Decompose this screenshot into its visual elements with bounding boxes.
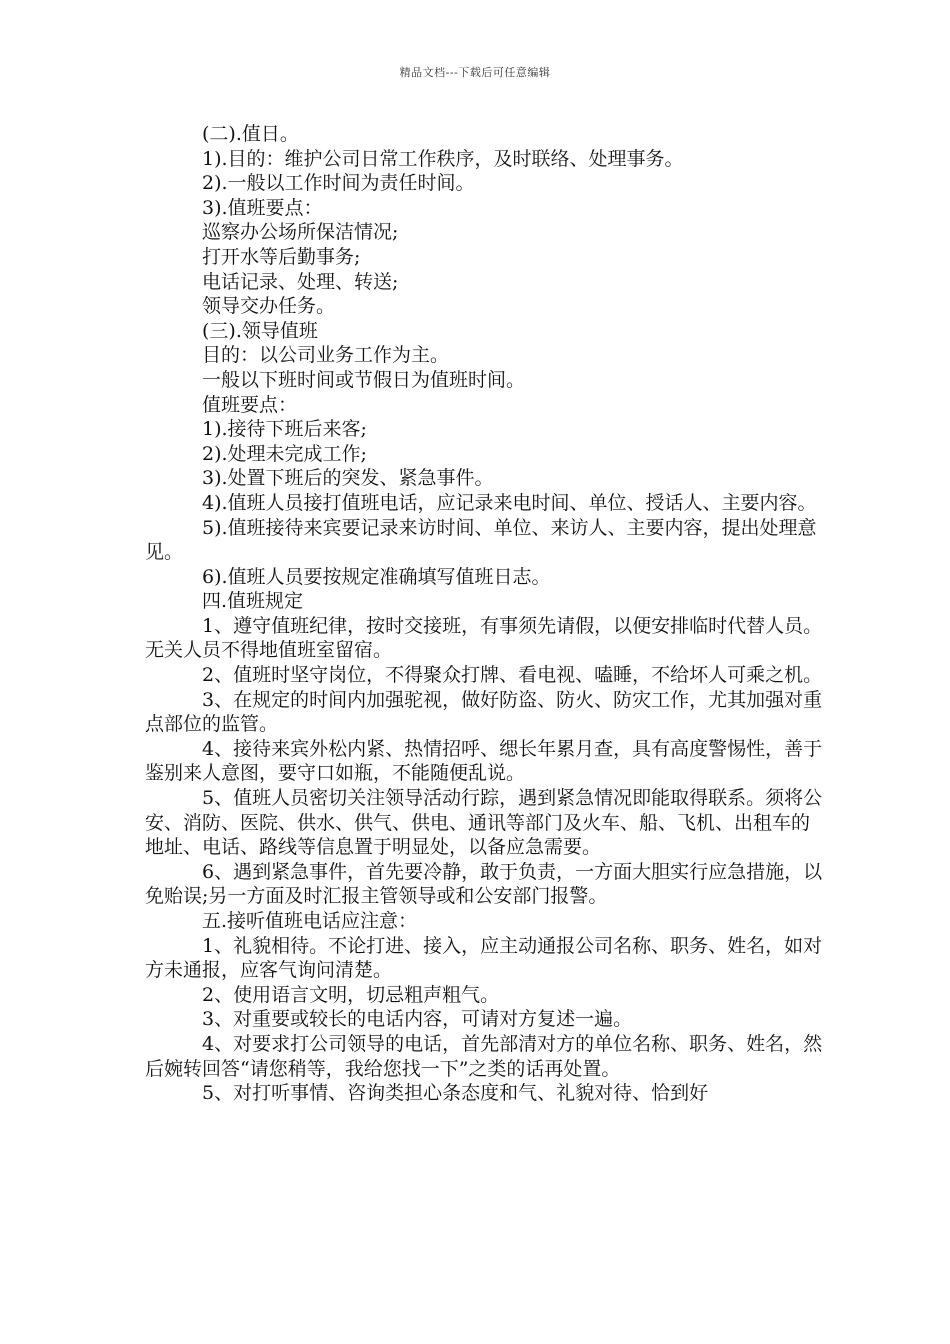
paragraph-line: 6).值班人员要按规定准确填写值班日志。 <box>202 565 551 588</box>
paragraph-line: 1).目的：维护公司日常工作秩序，及时联络、处理事务。 <box>202 147 684 170</box>
paragraph-line: 5、对打听事情、咨询类担心条态度和气、礼貌对待、恰到好 <box>202 1082 709 1105</box>
page-header: 精品文档---下载后可任意编辑 <box>399 66 551 79</box>
paragraph: 4、接待来宾外松内紧、热情招呼、缌长年累月查，具有高度警惕性，善于鉴别来人意图，要守口如瓶，不能随便乱说。 <box>145 737 823 785</box>
paragraph: 4).值班人员接打值班电话，应记录来电时间、单位、授话人、主要内容。 <box>202 491 817 514</box>
paragraph-line: 领导交办任务。 <box>202 295 336 318</box>
paragraph-line: 3、对重要或较长的电话内容，可请对方复述一遍。 <box>202 1008 633 1031</box>
paragraph-line: 巡察办公场所保洁情况; <box>202 221 399 244</box>
paragraph-line: 1).接待下班后来客; <box>202 418 367 441</box>
paragraph: 6、遇到紧急事件，首先要冷静，敢于负责，一方面大胆实行应急措施，以免贻误;另一方面及时汇报主管领导或和公安部门报警。 <box>145 860 823 908</box>
paragraph: 5).值班接待来宾要记录来访时间、单位、来访人、主要内容，提出处理意见。 <box>145 516 817 564</box>
section-heading-duty: (二).值日。 <box>202 123 299 145</box>
section-heading-leader-duty: (三).领导值班 <box>202 319 318 342</box>
paragraph-line: 3).值班要点： <box>202 196 323 219</box>
paragraph-line: 目的：以公司业务工作为主。 <box>202 344 450 367</box>
paragraph: 5、值班人员密切关注领导活动行踪，遇到紧急情况即能取得联系。须将公安、消防、医院、供水、供气、供电、通讯等部门及火车、船、飞机、出租车的地址、电话、路线等信息置于明显处，以备应急需要。 <box>145 787 823 859</box>
document-body <box>145 122 825 1106</box>
paragraph-line: 2).一般以工作时间为责任时间。 <box>202 172 475 195</box>
paragraph-line: 打开水等后勤事务; <box>202 245 361 268</box>
paragraph-line: 2、使用语言文明，切忌粗声粗气。 <box>202 983 500 1006</box>
section-heading-duty-rules: 四.值班规定 <box>202 590 304 613</box>
paragraph: 1、遵守值班纪律，按时交接班，有事须先请假，以便安排临时代替人员。无关人员不得地值班室留宿。 <box>145 614 823 662</box>
section-heading-phone-notes: 五.接听值班电话应注意： <box>202 910 418 932</box>
paragraph: 3、在规定的时间内加强驼视，做好防盗、防火、防灾工作，尤其加强对重点部位的监管。 <box>145 688 823 736</box>
paragraph-line: 值班要点： <box>202 393 298 416</box>
paragraph: 2、值班时坚守岗位，不得聚众打牌、看电视、嗑睡，不给坏人可乘之机。 <box>202 664 823 687</box>
paragraph-line: 3).处置下班后的突发、紧急事件。 <box>202 467 494 490</box>
paragraph: 1、礼貌相待。不论打进、接入，应主动通报公司名称、职务、姓名，如对方未通报，应客气询问清楚。 <box>145 934 823 982</box>
paragraph-line: 一般以下班时间或节假日为值班时间。 <box>202 368 526 391</box>
paragraph: 4、对要求打公司领导的电话，首先部清对方的单位名称、职务、姓名，然后婉转回答“请您稍等，我给您找一下”之类的话再处置。 <box>145 1032 823 1080</box>
paragraph-line: 2).处理未完成工作; <box>202 442 367 465</box>
paragraph-line: 电话记录、处理、转送; <box>202 270 399 293</box>
